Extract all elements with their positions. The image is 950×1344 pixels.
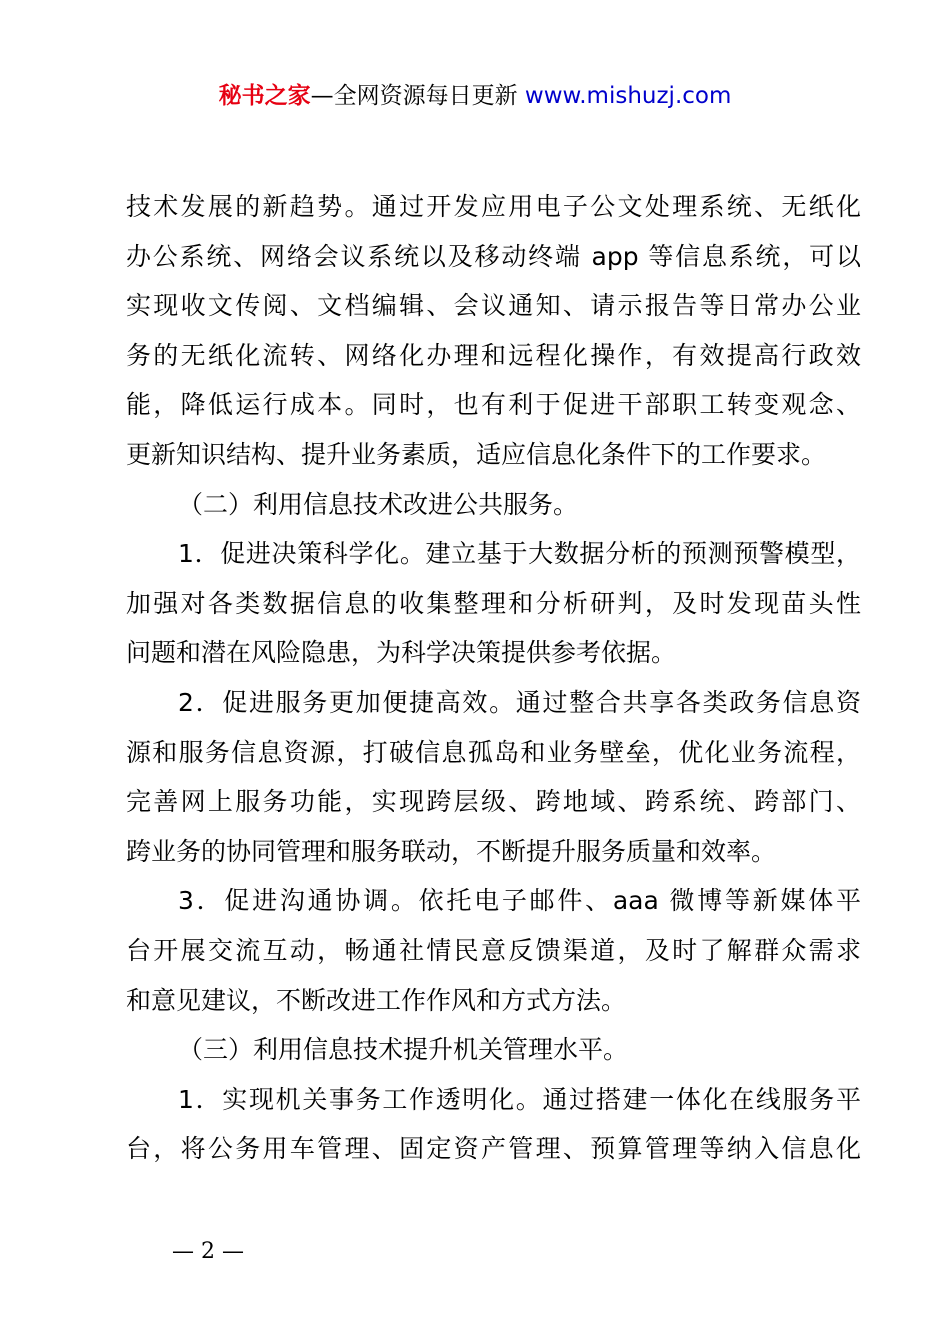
text-line: 1．促进决策科学化。建立基于大数据分析的预测预警模型， — [178, 539, 861, 569]
text-line: 台开展交流互动，畅通社情民意反馈渠道，及时了解群众需求 — [126, 935, 861, 965]
text-line: 跨业务的协同管理和服务联动，不断提升服务质量和效率。 — [126, 836, 777, 866]
text-line: 办公系统、网络会议系统以及移动终端 app 等信息系统，可以 — [126, 241, 861, 271]
header-tagline: —全网资源每日更新 — [310, 83, 518, 109]
text-line: 3．促进沟通协调。依托电子邮件、aaa 微博等新媒体平 — [178, 886, 861, 916]
text-line: 源和服务信息资源，打破信息孤岛和业务壁垒，优化业务流程， — [126, 737, 861, 767]
text-line: 技术发展的新趋势。通过开发应用电子公文处理系统、无纸化 — [126, 192, 861, 221]
text-line: 加强对各类数据信息的收集整理和分析研判，及时发现苗头性 — [126, 588, 861, 618]
section-heading: （三）利用信息技术提升机关管理水平。 — [178, 1035, 629, 1065]
text-line: 更新知识结构、提升业务素质，适应信息化条件下的工作要求。 — [126, 439, 827, 469]
site-url-link[interactable]: www.mishuzj.com — [524, 83, 732, 109]
text-line: 和意见建议，不断改进工作作风和方式方法。 — [126, 985, 627, 1015]
text-line: 完善网上服务功能，实现跨层级、跨地域、跨系统、跨部门、 — [126, 787, 861, 817]
text-line: 1．实现机关事务工作透明化。通过搭建一体化在线服务平 — [178, 1084, 861, 1114]
text-line: 台，将公务用车管理、固定资产管理、预算管理等纳入信息化 — [126, 1134, 861, 1164]
text-line: 能，降低运行成本。同时，也有利于促进干部职工转变观念、 — [126, 390, 861, 420]
text-line: 实现收文传阅、文档编辑、会议通知、请示报告等日常办公业 — [126, 291, 861, 321]
page-header — [0, 80, 950, 112]
text-line: 务的无纸化流转、网络化办理和远程化操作，有效提高行政效 — [126, 340, 861, 370]
section-heading: （二）利用信息技术改进公共服务。 — [178, 489, 579, 519]
page-number: — 2 — — [172, 1239, 244, 1264]
document-body — [126, 182, 861, 1174]
text-line: 2．促进服务更加便捷高效。通过整合共享各类政务信息资 — [178, 687, 861, 717]
text-line: 问题和潜在风险隐患，为科学决策提供参考依据。 — [126, 638, 677, 668]
brand-name: 秘书之家 — [218, 83, 311, 109]
